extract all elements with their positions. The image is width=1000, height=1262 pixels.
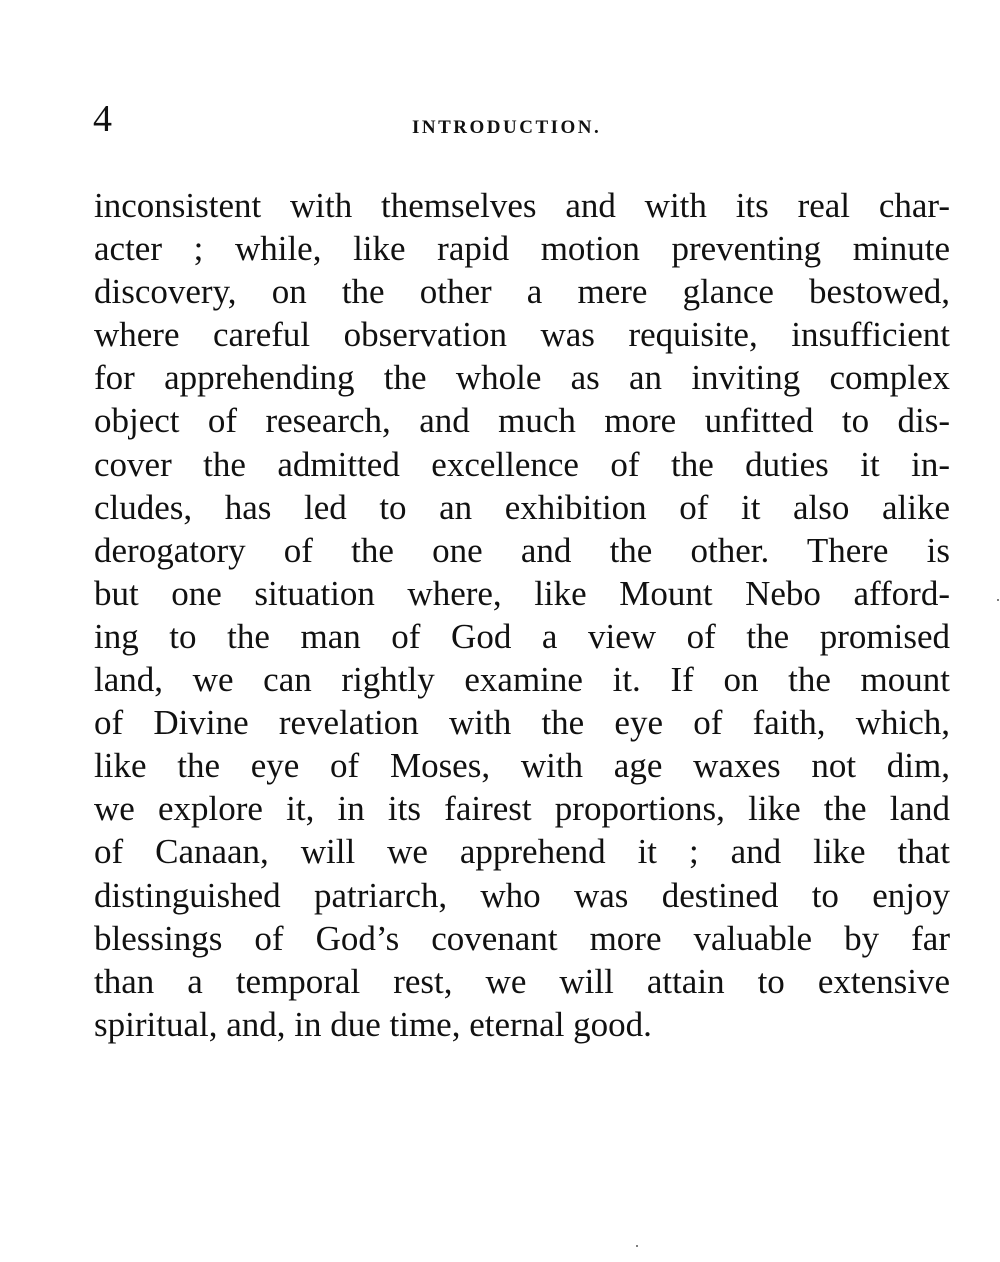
text-line: cover the admitted excellence of the duties it in- <box>94 444 950 484</box>
text-line: we explore it, in its fairest proportions, like the land <box>94 789 950 829</box>
scan-speck <box>636 1245 638 1247</box>
text-line: but one situation where, like Mount Nebo afford- <box>94 573 950 613</box>
text-line: spiritual, and, in due time, eternal good. <box>94 1004 652 1044</box>
running-head: INTRODUCTION. <box>412 117 602 138</box>
body-paragraph <box>94 184 950 1046</box>
text-line: for apprehending the whole as an inviting complex <box>94 358 950 398</box>
text-line: where careful observation was requisite, insufficient <box>94 315 950 355</box>
text-line: discovery, on the other a mere glance bestowed, <box>94 272 950 312</box>
text-line: acter ; while, like rapid motion preventing minute <box>94 229 950 269</box>
text-line: object of research, and much more unfitted to dis- <box>94 401 950 441</box>
text-line: inconsistent with themselves and with its real char- <box>94 186 950 225</box>
text-line: of Canaan, will we apprehend it ; and like that <box>94 832 950 872</box>
text-line: than a temporal rest, we will attain to extensive <box>94 961 950 1001</box>
text-line: distinguished patriarch, who was destined to enjoy <box>94 875 950 915</box>
text-line: of Divine revelation with the eye of faith, which, <box>94 703 950 743</box>
text-line: like the eye of Moses, with age waxes not dim, <box>94 746 950 786</box>
text-line: blessings of God’s covenant more valuable by far <box>94 918 950 958</box>
scan-speck <box>997 599 999 601</box>
text-line: cludes, has led to an exhibition of it also alike <box>94 487 950 527</box>
page-number: 4 <box>93 98 112 140</box>
text-line: ing to the man of God a view of the promised <box>94 616 950 656</box>
text-line: derogatory of the one and the other. There is <box>94 530 950 570</box>
text-line: land, we can rightly examine it. If on the mount <box>94 660 950 700</box>
